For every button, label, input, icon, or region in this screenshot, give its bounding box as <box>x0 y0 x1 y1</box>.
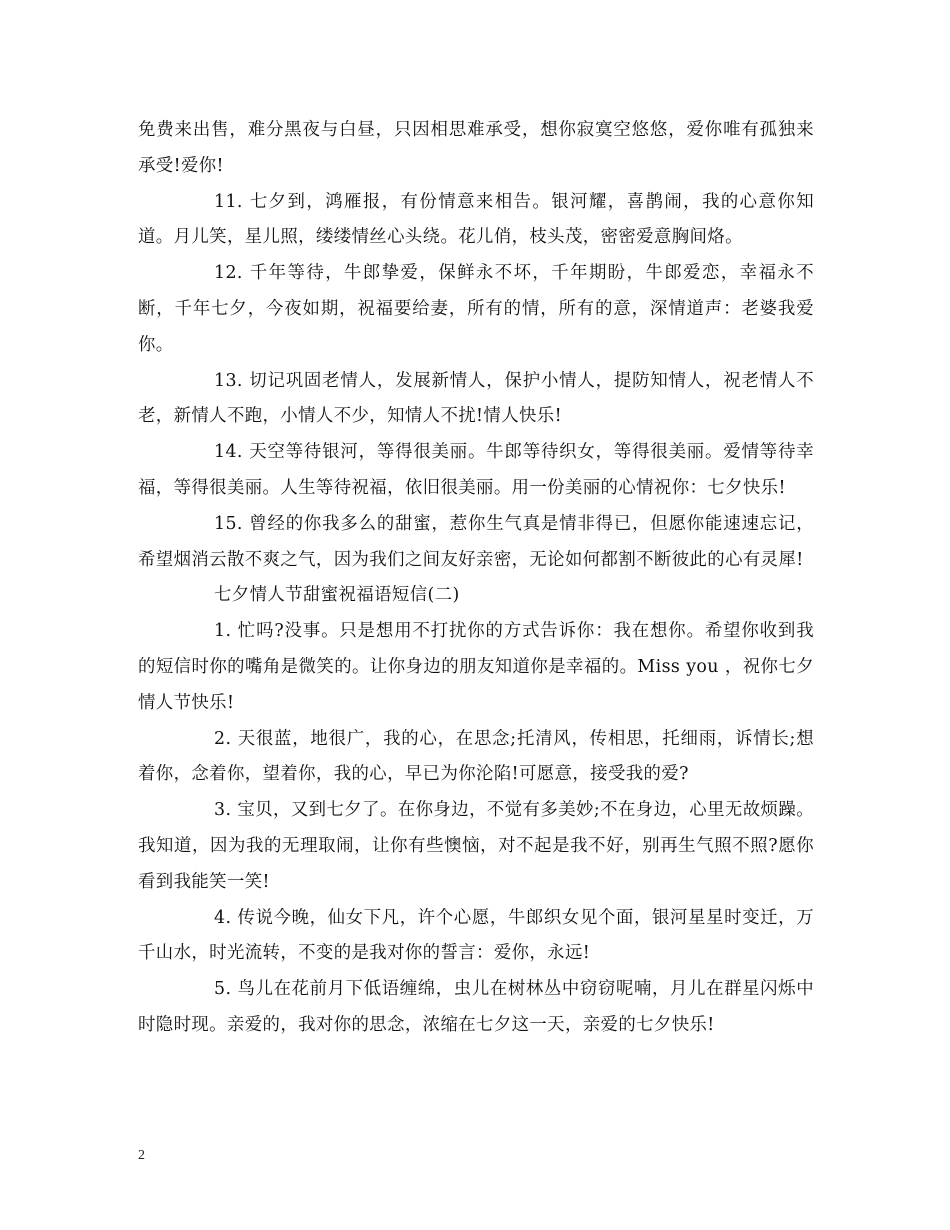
wish-item-11: 11. 七夕到，鸿雁报，有份情意来相告。银河耀，喜鹊闹，我的心意你知道。月儿笑，星儿照，缕缕情丝心头绕。花儿俏，枝头茂，密密爱意胸间烙。 <box>138 191 814 248</box>
wish-item-12: 12. 千年等待，牛郎挚爱，保鲜永不坏，千年期盼，牛郎爱恋，幸福永不断，千年七夕，今夜如期，祝福要给妻，所有的情，所有的意，深情道声：老婆我爱你。 <box>138 263 814 355</box>
section-heading: 七夕情人节甜蜜祝福语短信(二) <box>214 585 460 606</box>
document-body <box>138 113 814 1044</box>
wish-item-13: 13. 切记巩固老情人，发展新情人，保护小情人，提防知情人，祝老情人不老，新情人不跑，小情人不少，知情人不扰!情人快乐! <box>138 370 814 427</box>
paragraph-continuation: 免费来出售，难分黑夜与白昼，只因相思难承受，想你寂寞空悠悠，爱你唯有孤独来承受!爱你! <box>138 120 814 176</box>
wish-item-5: 5. 鸟儿在花前月下低语缠绵，虫儿在树林丛中窃窃呢喃，月儿在群星闪烁中时隐时现。亲爱的，我对你的思念，浓缩在七夕这一天，亲爱的七夕快乐! <box>138 979 814 1035</box>
wish-item-15: 15. 曾经的你我多么的甜蜜，惹你生气真是情非得已，但愿你能速速忘记，希望烟消云散不爽之气，因为我们之间友好亲密，无论如何都割不断彼此的心有灵犀! <box>138 513 814 570</box>
wish-item-2: 2. 天很蓝，地很广，我的心，在思念;托清风，传相思，托细雨，诉情长;想着你，念着你，望着你，我的心，早已为你沦陷!可愿意，接受我的爱? <box>138 728 814 785</box>
page-number: 2 <box>138 1148 145 1163</box>
wish-item-14: 14. 天空等待银河，等得很美丽。牛郎等待织女，等得很美丽。爱情等待幸福，等得很美丽。人生等待祝福，依旧很美丽。用一份美丽的心情祝你：七夕快乐! <box>138 442 814 498</box>
wish-item-3: 3. 宝贝，又到七夕了。在你身边，不觉有多美妙;不在身边，心里无故烦躁。我知道，因为我的无理取闹，让你有些懊恼，对不起是我不好，别再生气照不照?愿你看到我能笑一笑! <box>138 800 814 892</box>
wish-item-4: 4. 传说今晚，仙女下凡，许个心愿，牛郎织女见个面，银河星星时变迁，万千山水，时光流转，不变的是我对你的誓言：爱你，永远! <box>138 907 814 964</box>
wish-item-1: 1. 忙吗?没事。只是想用不打扰你的方式告诉你：我在想你。希望你收到我的短信时你的嘴角是微笑的。让你身边的朋友知道你是幸福的。Miss you ，祝你七夕情人节快乐! <box>138 621 814 713</box>
